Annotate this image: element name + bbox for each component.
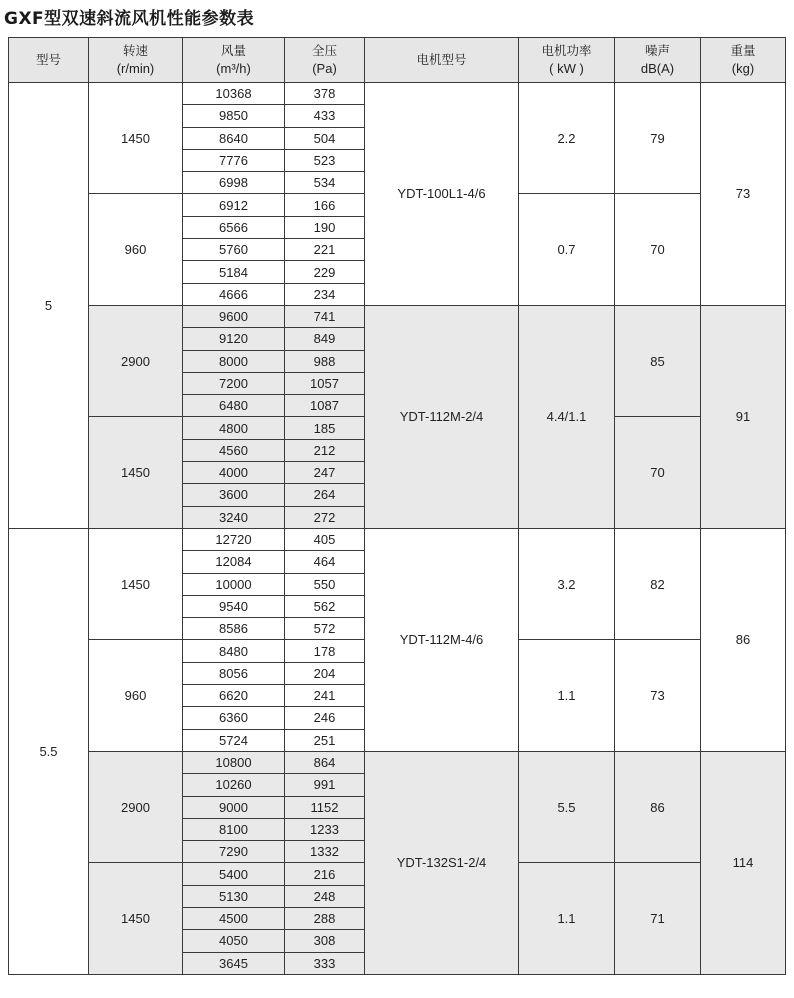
pressure-cell: 204 [285, 662, 365, 684]
pressure-cell: 272 [285, 506, 365, 528]
airflow-cell: 3645 [183, 952, 285, 974]
pressure-cell: 1152 [285, 796, 365, 818]
pressure-cell: 333 [285, 952, 365, 974]
table-row [9, 751, 786, 773]
motor-model-cell: YDT-132S1-2/4 [365, 751, 519, 974]
noise-cell: 71 [615, 863, 701, 974]
header-speed: 转速 (r/min) [89, 38, 183, 83]
airflow-cell: 4500 [183, 907, 285, 929]
airflow-cell: 6480 [183, 395, 285, 417]
airflow-cell: 6620 [183, 685, 285, 707]
pressure-cell: 1087 [285, 395, 365, 417]
noise-cell: 85 [615, 305, 701, 416]
noise-cell: 86 [615, 751, 701, 862]
weight-cell: 73 [701, 83, 786, 306]
motor-power-cell: 1.1 [519, 863, 615, 974]
airflow-cell: 9850 [183, 105, 285, 127]
header-airflow: 风量 (m³/h) [183, 38, 285, 83]
noise-cell: 73 [615, 640, 701, 751]
motor-power-cell: 2.2 [519, 83, 615, 194]
airflow-cell: 10260 [183, 774, 285, 796]
airflow-cell: 6912 [183, 194, 285, 216]
airflow-cell: 9120 [183, 328, 285, 350]
pressure-cell: 504 [285, 127, 365, 149]
airflow-cell: 4666 [183, 283, 285, 305]
page-title: GXF型双速斜流风机性能参数表 [4, 9, 255, 29]
airflow-cell: 9540 [183, 595, 285, 617]
speed-cell: 960 [89, 640, 183, 751]
airflow-cell: 8480 [183, 640, 285, 662]
motor-model-cell: YDT-112M-2/4 [365, 305, 519, 528]
motor-model-cell: YDT-100L1-4/6 [365, 83, 519, 306]
table-row [9, 83, 786, 105]
pressure-cell: 1057 [285, 372, 365, 394]
airflow-cell: 12084 [183, 551, 285, 573]
header-noise: 噪声 dB(A) [615, 38, 701, 83]
airflow-cell: 6998 [183, 172, 285, 194]
motor-power-cell: 0.7 [519, 194, 615, 305]
airflow-cell: 5184 [183, 261, 285, 283]
header-model: 型号 [9, 38, 89, 83]
motor-model-cell: YDT-112M-4/6 [365, 528, 519, 751]
pressure-cell: 308 [285, 930, 365, 952]
table-row [9, 305, 786, 327]
airflow-cell: 5400 [183, 863, 285, 885]
airflow-cell: 10800 [183, 751, 285, 773]
model-cell: 5.5 [9, 528, 89, 974]
airflow-cell: 7776 [183, 149, 285, 171]
pressure-cell: 523 [285, 149, 365, 171]
speed-cell: 2900 [89, 305, 183, 416]
pressure-cell: 433 [285, 105, 365, 127]
pressure-cell: 550 [285, 573, 365, 595]
airflow-cell: 8056 [183, 662, 285, 684]
airflow-cell: 4050 [183, 930, 285, 952]
pressure-cell: 248 [285, 885, 365, 907]
pressure-cell: 216 [285, 863, 365, 885]
pressure-cell: 464 [285, 551, 365, 573]
noise-cell: 70 [615, 417, 701, 528]
pressure-cell: 166 [285, 194, 365, 216]
pressure-cell: 221 [285, 239, 365, 261]
airflow-cell: 9600 [183, 305, 285, 327]
speed-cell: 1450 [89, 528, 183, 639]
pressure-cell: 264 [285, 484, 365, 506]
airflow-cell: 5760 [183, 239, 285, 261]
pressure-cell: 991 [285, 774, 365, 796]
noise-cell: 82 [615, 528, 701, 639]
airflow-cell: 7200 [183, 372, 285, 394]
airflow-cell: 12720 [183, 528, 285, 550]
pressure-cell: 246 [285, 707, 365, 729]
header-weight: 重量 (kg) [701, 38, 786, 83]
pressure-cell: 288 [285, 907, 365, 929]
pressure-cell: 229 [285, 261, 365, 283]
model-cell: 5 [9, 83, 89, 529]
pressure-cell: 562 [285, 595, 365, 617]
motor-power-cell: 3.2 [519, 528, 615, 639]
pressure-cell: 247 [285, 462, 365, 484]
airflow-cell: 7290 [183, 841, 285, 863]
header-motor-model: 电机型号 [365, 38, 519, 83]
motor-power-cell: 5.5 [519, 751, 615, 862]
airflow-cell: 8586 [183, 618, 285, 640]
table-row [9, 528, 786, 550]
table-body [9, 83, 786, 975]
airflow-cell: 8000 [183, 350, 285, 372]
pressure-cell: 190 [285, 216, 365, 238]
pressure-cell: 234 [285, 283, 365, 305]
header-row [9, 38, 786, 83]
motor-power-cell: 4.4/1.1 [519, 305, 615, 528]
airflow-cell: 3600 [183, 484, 285, 506]
airflow-cell: 10000 [183, 573, 285, 595]
pressure-cell: 178 [285, 640, 365, 662]
airflow-cell: 6360 [183, 707, 285, 729]
airflow-cell: 3240 [183, 506, 285, 528]
speed-cell: 1450 [89, 863, 183, 974]
pressure-cell: 1332 [285, 841, 365, 863]
airflow-cell: 5130 [183, 885, 285, 907]
airflow-cell: 4560 [183, 439, 285, 461]
header-motor-power: 电机功率 ( kW ) [519, 38, 615, 83]
airflow-cell: 5724 [183, 729, 285, 751]
airflow-cell: 9000 [183, 796, 285, 818]
performance-table [8, 37, 786, 975]
speed-cell: 2900 [89, 751, 183, 862]
speed-cell: 1450 [89, 417, 183, 528]
pressure-cell: 864 [285, 751, 365, 773]
weight-cell: 114 [701, 751, 786, 974]
pressure-cell: 741 [285, 305, 365, 327]
airflow-cell: 6566 [183, 216, 285, 238]
pressure-cell: 378 [285, 83, 365, 105]
pressure-cell: 572 [285, 618, 365, 640]
pressure-cell: 849 [285, 328, 365, 350]
pressure-cell: 251 [285, 729, 365, 751]
pressure-cell: 1233 [285, 818, 365, 840]
airflow-cell: 4000 [183, 462, 285, 484]
header-pressure: 全压 (Pa) [285, 38, 365, 83]
pressure-cell: 405 [285, 528, 365, 550]
airflow-cell: 8640 [183, 127, 285, 149]
airflow-cell: 8100 [183, 818, 285, 840]
noise-cell: 70 [615, 194, 701, 305]
motor-power-cell: 1.1 [519, 640, 615, 751]
noise-cell: 79 [615, 83, 701, 194]
pressure-cell: 534 [285, 172, 365, 194]
weight-cell: 86 [701, 528, 786, 751]
pressure-cell: 988 [285, 350, 365, 372]
weight-cell: 91 [701, 305, 786, 528]
airflow-cell: 10368 [183, 83, 285, 105]
airflow-cell: 4800 [183, 417, 285, 439]
speed-cell: 1450 [89, 83, 183, 194]
pressure-cell: 185 [285, 417, 365, 439]
pressure-cell: 212 [285, 439, 365, 461]
speed-cell: 960 [89, 194, 183, 305]
pressure-cell: 241 [285, 685, 365, 707]
